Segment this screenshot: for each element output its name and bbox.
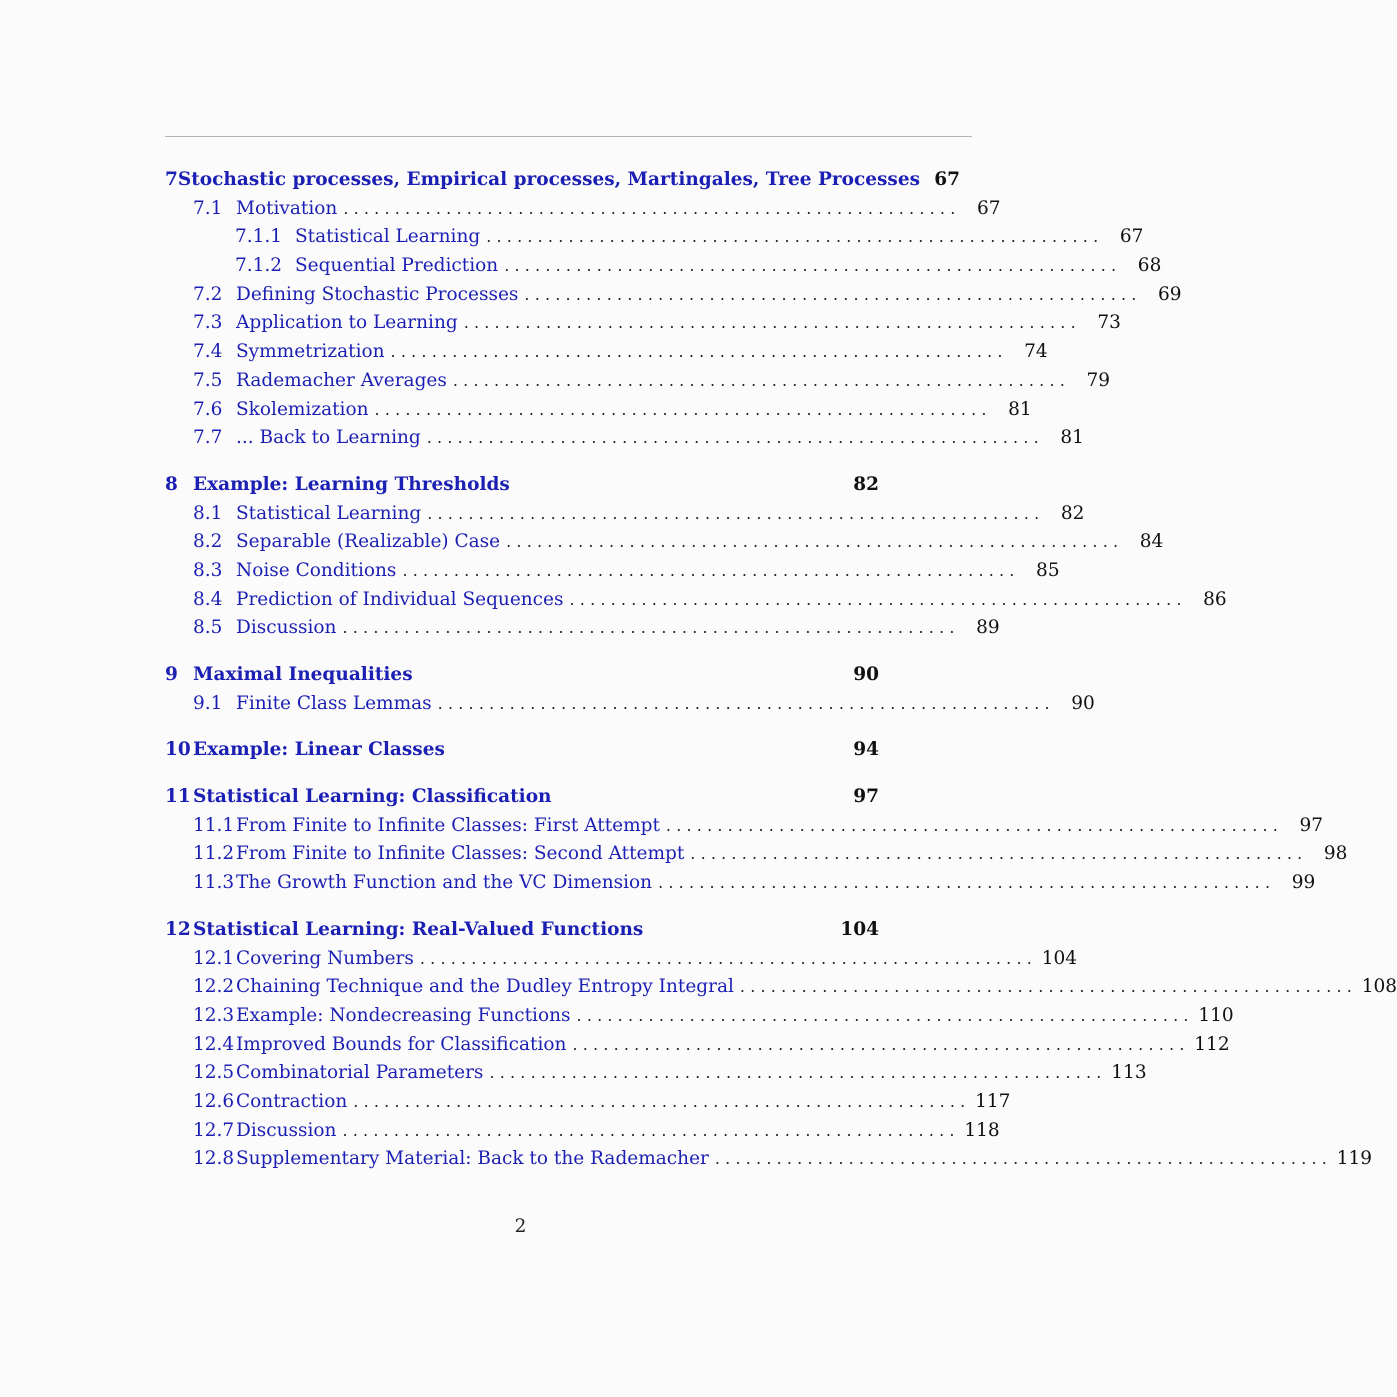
toc-entry-12-4[interactable] bbox=[165, 1031, 1230, 1060]
toc-entry-12-8[interactable] bbox=[165, 1145, 1373, 1174]
toc-entry-12-1[interactable] bbox=[165, 945, 1078, 974]
toc-entry-7-6[interactable] bbox=[165, 396, 1032, 425]
section-page-number: 108 bbox=[1361, 976, 1397, 998]
section-number: 12.8 bbox=[193, 1148, 235, 1170]
toc-chapter-7[interactable] bbox=[165, 166, 961, 195]
section-page-number: 74 bbox=[1024, 341, 1048, 363]
section-number: 11.3 bbox=[193, 872, 235, 894]
section-number: 11.1 bbox=[193, 814, 235, 836]
section-page-number: 82 bbox=[1060, 502, 1085, 524]
chapter-page-number: 97 bbox=[853, 786, 879, 808]
chapter-page-number: 104 bbox=[840, 918, 879, 940]
toc-entry-7-1[interactable] bbox=[165, 195, 1001, 224]
section-page-number: 68 bbox=[1137, 255, 1162, 277]
section-number: 8.5 bbox=[193, 617, 223, 639]
chapter-number: 12 bbox=[165, 918, 191, 940]
section-number: 8.3 bbox=[193, 559, 223, 581]
section-title-link[interactable]: Improved Bounds for Classification bbox=[236, 1033, 567, 1055]
dot-leader: ............................................................ bbox=[576, 1005, 1194, 1025]
section-number: 7.1.1 bbox=[235, 226, 283, 248]
section-title-link[interactable]: ... Back to Learning bbox=[236, 427, 421, 449]
section-title-link[interactable]: Separable (Realizable) Case bbox=[236, 531, 501, 553]
section-title-link[interactable]: Discussion bbox=[236, 617, 337, 639]
dot-leader: ............................................................ bbox=[690, 844, 1308, 864]
section-page-number: 90 bbox=[1071, 692, 1095, 714]
section-title-link[interactable]: Contraction bbox=[236, 1090, 348, 1112]
section-page-number: 119 bbox=[1336, 1148, 1373, 1170]
section-title-link[interactable]: Statistical Learning bbox=[236, 502, 422, 524]
toc-entry-12-5[interactable] bbox=[165, 1059, 1147, 1088]
dot-leader: ............................................................ bbox=[486, 227, 1104, 247]
section-title-link[interactable]: Finite Class Lemmas bbox=[236, 692, 432, 714]
toc-entry-7-5[interactable] bbox=[165, 367, 1111, 396]
section-page-number: 73 bbox=[1097, 312, 1121, 334]
section-title-link[interactable]: Supplementary Material: Back to the Rademacher bbox=[236, 1148, 709, 1170]
section-number: 12.3 bbox=[193, 1004, 235, 1026]
toc-entry-9-1[interactable] bbox=[165, 690, 1095, 719]
chapter-number: 9 bbox=[165, 664, 178, 685]
section-title-link[interactable]: Example: Nondecreasing Functions bbox=[236, 1004, 571, 1026]
dot-leader: ............................................................ bbox=[463, 313, 1081, 333]
chapter-title-link[interactable]: Example: Linear Classes bbox=[193, 739, 445, 761]
dot-leader: ............................................................ bbox=[504, 256, 1122, 276]
section-number: 12.5 bbox=[193, 1062, 235, 1084]
dot-leader: ............................................................ bbox=[658, 873, 1276, 893]
section-number: 9.1 bbox=[193, 692, 223, 714]
dot-leader: ............................................................ bbox=[374, 399, 992, 419]
section-page-number: 117 bbox=[975, 1090, 1011, 1112]
dot-leader: ............................................................ bbox=[452, 370, 1071, 390]
section-title-link[interactable]: Statistical Learning bbox=[295, 226, 481, 248]
section-title-link[interactable]: Skolemization bbox=[236, 398, 369, 420]
dot-leader: ............................................................ bbox=[402, 560, 1020, 580]
toc-chapter-9[interactable] bbox=[165, 661, 879, 690]
toc-entry-7-4[interactable] bbox=[165, 338, 1048, 367]
section-number: 12.7 bbox=[193, 1119, 235, 1141]
section-title-link[interactable]: The Growth Function and the VC Dimension bbox=[236, 872, 653, 894]
section-title-link[interactable]: From Finite to Infinite Classes: First Attempt bbox=[236, 814, 660, 836]
section-number: 7.2 bbox=[193, 283, 223, 305]
section-page-number: 79 bbox=[1086, 369, 1111, 391]
section-page-number: 97 bbox=[1299, 814, 1324, 836]
toc-entry-12-7[interactable] bbox=[165, 1117, 1000, 1146]
toc-entry-7-2[interactable] bbox=[165, 281, 1182, 310]
section-number: 8.1 bbox=[193, 502, 223, 524]
chapter-title-link[interactable]: Example: Learning Thresholds bbox=[193, 473, 510, 495]
toc-entry-7-3[interactable] bbox=[165, 309, 1121, 338]
toc-entry-7-7[interactable] bbox=[165, 424, 1084, 453]
dot-leader: ............................................................ bbox=[524, 284, 1142, 304]
toc-entry-12-2[interactable] bbox=[165, 973, 1397, 1002]
section-number: 12.2 bbox=[193, 976, 235, 998]
section-page-number: 69 bbox=[1158, 283, 1182, 305]
dot-leader: ............................................................ bbox=[714, 1149, 1333, 1169]
dot-leader: ............................................................ bbox=[390, 342, 1008, 362]
toc-entry-7-1-1[interactable] bbox=[165, 223, 1144, 252]
section-page-number: 113 bbox=[1111, 1062, 1147, 1084]
table-of-contents bbox=[165, 166, 1397, 1174]
chapter-page-number: 94 bbox=[853, 739, 879, 761]
section-title-link[interactable]: Sequential Prediction bbox=[295, 255, 499, 277]
section-page-number: 112 bbox=[1194, 1033, 1230, 1055]
dot-leader: ............................................................ bbox=[427, 503, 1045, 523]
toc-entry-8-1[interactable] bbox=[165, 500, 1085, 529]
dot-leader: ............................................................ bbox=[419, 948, 1038, 968]
section-title-link[interactable]: Combinatorial Parameters bbox=[236, 1062, 484, 1084]
section-title-link[interactable]: Prediction of Individual Sequences bbox=[236, 588, 564, 610]
section-title-link[interactable]: Motivation bbox=[236, 197, 338, 219]
section-number: 7.7 bbox=[193, 427, 223, 449]
chapter-title-link[interactable]: Statistical Learning: Classification bbox=[193, 786, 552, 808]
section-page-number: 67 bbox=[976, 197, 1001, 219]
chapter-number: 8 bbox=[165, 473, 178, 495]
section-title-link[interactable]: Rademacher Averages bbox=[236, 369, 447, 391]
section-title-link[interactable]: Covering Numbers bbox=[236, 947, 414, 969]
section-page-number: 118 bbox=[964, 1119, 1000, 1141]
chapter-page-number: 82 bbox=[853, 473, 879, 495]
section-page-number: 99 bbox=[1291, 872, 1316, 894]
header-rule bbox=[165, 136, 972, 137]
toc-chapter-12[interactable] bbox=[165, 916, 879, 945]
dot-leader: ............................................................ bbox=[506, 532, 1124, 552]
toc-entry-12-6[interactable] bbox=[165, 1088, 1011, 1117]
chapter-number: 11 bbox=[165, 786, 191, 808]
toc-entry-8-5[interactable] bbox=[165, 614, 1000, 643]
section-page-number: 98 bbox=[1323, 843, 1348, 865]
dot-leader: ............................................................ bbox=[739, 977, 1358, 997]
section-title-link[interactable]: Chaining Technique and the Dudley Entropy Integral bbox=[236, 976, 734, 998]
toc-entry-12-3[interactable] bbox=[165, 1002, 1234, 1031]
section-number: 7.5 bbox=[193, 369, 223, 391]
chapter-page-number: 67 bbox=[934, 169, 961, 190]
chapter-title-link[interactable]: Statistical Learning: Real-Valued Functions bbox=[193, 918, 644, 940]
section-number: 8.4 bbox=[193, 588, 223, 610]
chapter-title-link[interactable]: Maximal Inequalities bbox=[193, 664, 413, 685]
section-number: 7.1.2 bbox=[235, 255, 283, 277]
section-number: 12.4 bbox=[193, 1033, 235, 1055]
section-number: 7.1 bbox=[193, 197, 223, 219]
section-title-link[interactable]: From Finite to Infinite Classes: Second Attempt bbox=[236, 843, 685, 865]
section-number: 7.6 bbox=[193, 398, 223, 420]
section-page-number: 86 bbox=[1203, 588, 1227, 610]
section-title-link[interactable]: Noise Conditions bbox=[236, 559, 397, 581]
section-title-link[interactable]: Defining Stochastic Processes bbox=[236, 283, 519, 305]
dot-leader: ............................................................ bbox=[489, 1063, 1107, 1083]
dot-leader: ............................................................ bbox=[437, 693, 1055, 713]
dot-leader: ............................................................ bbox=[572, 1034, 1190, 1054]
dot-leader: ............................................................ bbox=[665, 815, 1284, 835]
toc-entry-8-2[interactable] bbox=[165, 528, 1164, 557]
dot-leader: ............................................................ bbox=[426, 428, 1044, 448]
section-page-number: 81 bbox=[1008, 398, 1032, 420]
dot-leader: ............................................................ bbox=[343, 198, 961, 218]
section-page-number: 67 bbox=[1119, 226, 1144, 248]
page-number: 2 bbox=[514, 1216, 527, 1237]
section-number: 11.2 bbox=[193, 843, 235, 865]
toc-entry-11-1[interactable] bbox=[165, 812, 1324, 841]
dot-leader: ............................................................ bbox=[342, 618, 960, 638]
section-number: 7.4 bbox=[193, 341, 223, 363]
section-title-link[interactable]: Application to Learning bbox=[236, 312, 458, 334]
section-number: 7.3 bbox=[193, 312, 223, 334]
section-number: 12.6 bbox=[193, 1090, 235, 1112]
toc-entry-8-4[interactable] bbox=[165, 586, 1227, 615]
toc-entry-7-1-2[interactable] bbox=[165, 252, 1162, 281]
dot-leader: ............................................................ bbox=[353, 1091, 971, 1111]
chapter-number: 10 bbox=[165, 739, 191, 761]
toc-entry-11-3[interactable] bbox=[165, 869, 1316, 898]
dot-leader: ............................................................ bbox=[342, 1120, 960, 1140]
toc-chapter-10[interactable] bbox=[165, 736, 879, 765]
section-page-number: 81 bbox=[1060, 427, 1084, 449]
section-page-number: 85 bbox=[1036, 559, 1060, 581]
toc-entry-8-3[interactable] bbox=[165, 557, 1060, 586]
section-number: 12.1 bbox=[193, 947, 235, 969]
chapter-title-link[interactable]: Stochastic processes, Empirical processes, Martingales, Tree Processes bbox=[177, 169, 921, 190]
toc-chapter-11[interactable] bbox=[165, 783, 879, 812]
chapter-number: 7 bbox=[165, 169, 178, 190]
section-page-number: 89 bbox=[976, 617, 1000, 639]
section-number: 8.2 bbox=[193, 531, 223, 553]
dot-leader: ............................................................ bbox=[569, 589, 1187, 609]
section-title-link[interactable]: Symmetrization bbox=[236, 341, 385, 363]
section-page-number: 84 bbox=[1139, 531, 1164, 553]
toc-entry-11-2[interactable] bbox=[165, 840, 1348, 869]
section-title-link[interactable]: Discussion bbox=[236, 1119, 337, 1141]
section-page-number: 110 bbox=[1198, 1004, 1234, 1026]
section-page-number: 104 bbox=[1041, 947, 1078, 969]
toc-chapter-8[interactable] bbox=[165, 471, 879, 500]
chapter-page-number: 90 bbox=[853, 664, 879, 685]
